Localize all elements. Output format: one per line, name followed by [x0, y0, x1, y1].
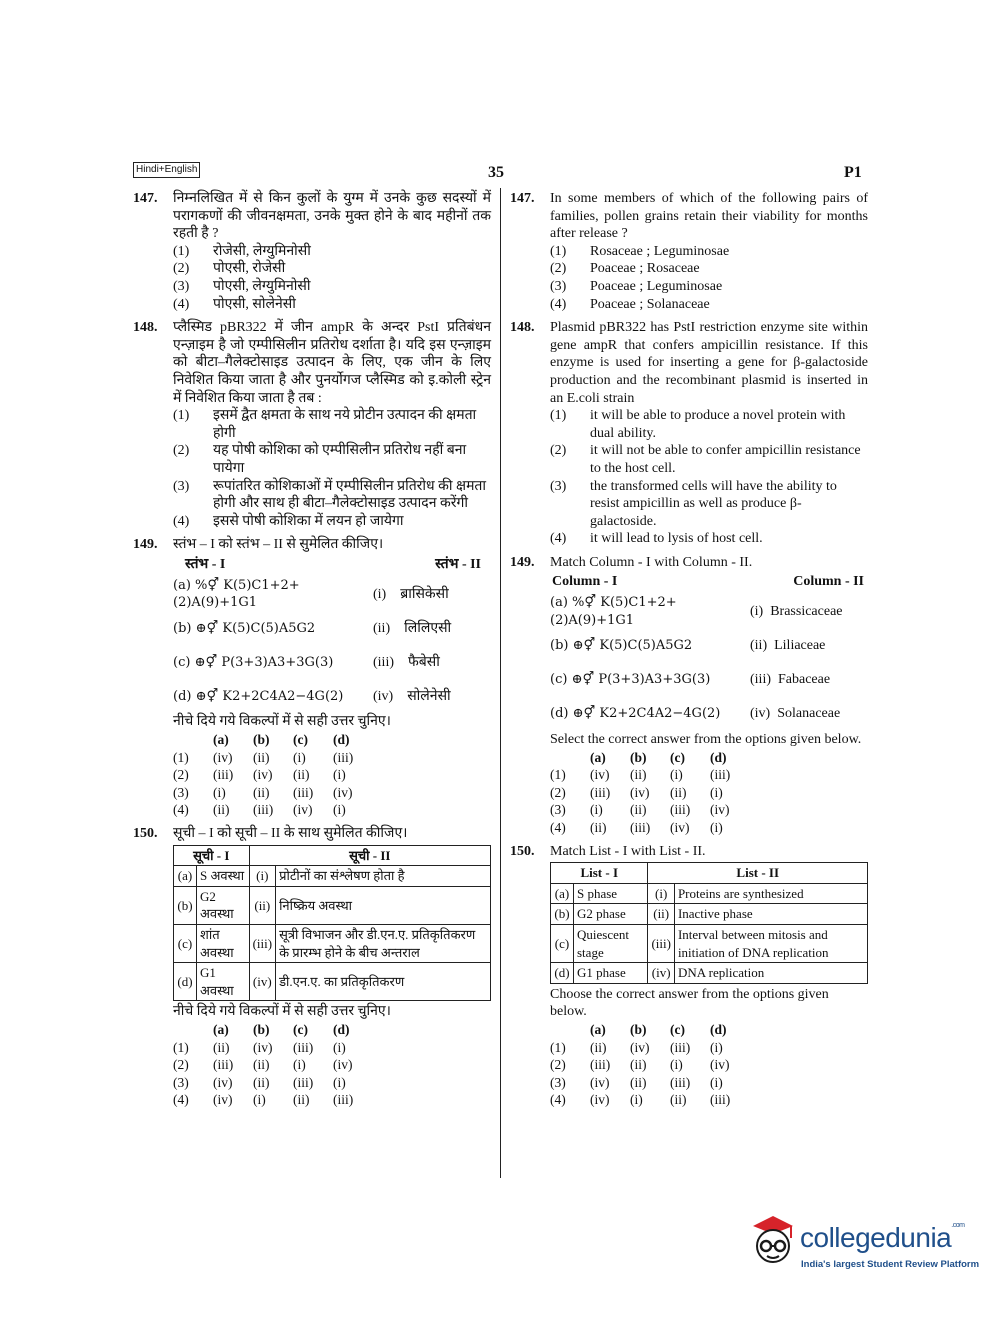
question-147-hi [133, 190, 491, 313]
answer-cell: (i) [710, 784, 723, 800]
option-text: Rosaceae ; Leguminosae [590, 243, 730, 259]
answer-cell: (ii) [630, 767, 647, 783]
family-name: ब्रासिकेसी [400, 586, 449, 602]
answer-cell: (i) [333, 1074, 346, 1090]
answer-cell: (i) [710, 1074, 723, 1090]
option-number: (3) [173, 478, 190, 494]
col-c: (c) [670, 749, 685, 765]
question-stem: स्तंभ – I को स्तंभ – II से सुमेलित कीजिए। [173, 537, 384, 553]
option [550, 296, 868, 314]
col-a: (a) [213, 1021, 229, 1037]
row-label: (c) [550, 672, 568, 688]
answer-cell: (ii) [630, 1074, 647, 1090]
answer-number: (2) [173, 1057, 189, 1073]
answer-cell: (i) [670, 767, 683, 783]
answer-grid-header [550, 1021, 868, 1039]
list-1-item: S अवस्था [197, 866, 250, 887]
row-label: (a) [550, 595, 568, 611]
option-text: पोएसी, लेग्युमिनोसी [213, 278, 311, 294]
option [173, 296, 491, 314]
answer-cell: (iv) [213, 1074, 233, 1090]
row-roman: (iv) [373, 688, 394, 704]
answer-number: (1) [173, 749, 189, 765]
question-number: 147. [133, 191, 158, 206]
answer-option [173, 801, 491, 819]
page-number: 35 [488, 164, 504, 181]
answer-number: (4) [173, 802, 189, 818]
answer-option [550, 766, 868, 784]
list-1-item: शांत अवस्था [197, 925, 250, 963]
floral-formula: ⊕⚥ K2+2C4A2−4G(2) [572, 706, 721, 722]
row-roman: (iv) [249, 963, 276, 1001]
list-1-item: Quiescent stage [574, 925, 648, 963]
row-label: (c) [173, 654, 191, 670]
option-text: इसमें द्वैत क्षमता के साथ नये प्रोटीन उत्पादन की क्षमता होगी [213, 408, 477, 441]
row-label: (b) [550, 638, 569, 654]
col-a: (a) [213, 732, 229, 748]
match-row [550, 595, 868, 629]
col-b: (b) [630, 1021, 647, 1037]
option-number: (2) [173, 443, 190, 459]
question-stem: निम्नलिखित में से किन कुलों के युग्म में उनके कुछ सदस्यों में परागकणों की जीवनक्षमता, उनके मुक्त होने के बाद महीनों तक रहती है ? [173, 191, 491, 242]
floral-formula: ⊕⚥ K2+2C4A2−4G(2) [195, 688, 344, 704]
col-a: (a) [590, 749, 606, 765]
list-2-item: Proteins are synthesized [674, 883, 867, 904]
list-2-item: DNA replication [674, 963, 867, 984]
answer-number: (2) [550, 1057, 566, 1073]
row-roman: (i) [750, 604, 764, 620]
family-name: लिलिएसी [404, 620, 452, 636]
answer-cell: (i) [670, 1057, 683, 1073]
answer-cell: (iii) [333, 1092, 354, 1108]
answer-option [173, 784, 491, 802]
option-text: पोएसी, सोलेनेसी [213, 296, 296, 312]
option [550, 278, 868, 296]
answer-cell: (iv) [293, 802, 313, 818]
answer-cell: (iii) [213, 767, 234, 783]
answer-number: (4) [550, 1092, 566, 1108]
answer-cell: (iii) [630, 820, 651, 836]
question-stem: Match Column - I with Column - II. [550, 554, 753, 570]
list-2-item: Inactive phase [674, 904, 867, 925]
answer-option [550, 1091, 868, 1109]
answer-cell: (iv) [710, 1057, 730, 1073]
option [550, 243, 868, 261]
match-row [173, 611, 491, 645]
paper-code: P1 [844, 164, 862, 181]
family-name: Liliaceae [774, 638, 826, 654]
option-number: (4) [550, 531, 567, 547]
option [173, 513, 491, 531]
answer-cell: (iii) [590, 784, 611, 800]
option-number: (3) [173, 278, 190, 294]
answer-cell: (iv) [590, 1092, 610, 1108]
answer-grid-header [173, 1021, 491, 1039]
match-row [550, 629, 868, 663]
english-column [510, 190, 868, 1115]
question-stem: प्लैस्मिड pBR322 में जीन ampR के अन्दर PstI प्रतिबंधन एन्ज़ाइम है जो एम्पीसिलीन प्रतिरोध दर्शाता है। यदि इस एन्ज़ाइम को बीटा–गैलेक्टोसाइड उत्पादन के लिए, एक जीन के लिए निवेशित किया जाता है और पुनर्योगज प्लैस्मिड को इ.कोली स्ट्रेन में निवेशित किया जाता है तब : [173, 320, 491, 406]
option-text: Poaceae ; Solanaceae [590, 296, 710, 312]
answer-cell: (iv) [630, 784, 650, 800]
answer-number: (3) [550, 1074, 566, 1090]
col-c: (c) [293, 1021, 308, 1037]
list-1-item: G1 अवस्था [197, 963, 250, 1001]
list-1-item: G2 phase [574, 904, 648, 925]
option [550, 260, 868, 278]
question-stem: In some members of which of the following pairs of families, pollen grains retain their viability for months after release ? [550, 191, 868, 242]
match-row [550, 697, 868, 731]
col-d: (d) [710, 749, 727, 765]
row-label: (c) [174, 925, 197, 963]
question-147-en [510, 190, 868, 313]
option-number: (4) [173, 513, 190, 529]
language-tag: Hindi+English [133, 162, 200, 178]
question-number: 150. [133, 826, 158, 842]
option-number: (2) [173, 261, 190, 277]
option [550, 442, 868, 477]
list-2-item: सूत्री विभाजन और डी.एन.ए. प्रतिकृतिकरण के प्रारम्भ होने के बीच अन्तराल [276, 925, 491, 963]
row-label: (d) [174, 963, 197, 1001]
option [550, 407, 868, 442]
list-1-item: G1 phase [574, 963, 648, 984]
logo-tagline: India's largest Student Review Platform [801, 1259, 980, 1270]
match-row [550, 663, 868, 697]
option-number: (1) [173, 408, 190, 424]
option-text: यह पोषी कोशिका को एम्पीसिलीन प्रतिरोध नहीं बना पायेगा [213, 443, 467, 476]
question-stem: सूची – I को सूची – II के साथ सुमेलित कीजिए। [173, 826, 408, 842]
answer-cell: (i) [333, 1039, 346, 1055]
row-label: (b) [174, 886, 197, 924]
family-name: सोलेनेसी [407, 688, 451, 704]
answer-number: (2) [550, 784, 566, 800]
answer-cell: (iii) [293, 1074, 314, 1090]
answer-cell: (i) [293, 749, 306, 765]
list-2-item: प्रोटीनों का संश्लेषण होता है [276, 866, 491, 887]
option-text: रोजेसी, लेग्युमिनोसी [213, 243, 311, 259]
instruction: नीचे दिये गये विकल्पों में से सही उत्तर चुनिए। [173, 1004, 391, 1020]
row-roman: (ii) [373, 620, 391, 636]
question-number: 148. [133, 320, 158, 336]
answer-cell: (iii) [710, 1092, 731, 1108]
family-name: Solanaceae [777, 706, 841, 722]
col-d: (d) [333, 732, 350, 748]
answer-cell: (iv) [213, 1092, 233, 1108]
option [173, 478, 491, 513]
answer-cell: (ii) [253, 1057, 270, 1073]
answer-cell: (iv) [590, 1074, 610, 1090]
column-divider [500, 188, 501, 1178]
answer-cell: (i) [253, 1092, 266, 1108]
match-table [173, 845, 491, 1002]
col-c: (c) [670, 1021, 685, 1037]
floral-formula: ⊕⚥ K(5)C(5)A5G2 [572, 638, 693, 654]
floral-formula: ⊕⚥ K(5)C(5)A5G2 [195, 620, 316, 636]
answer-option [173, 749, 491, 767]
option-text: it will not be able to confer ampicillin resistance to the host cell. [590, 443, 861, 476]
answer-grid-header [550, 749, 868, 767]
logo-suffix: .com [951, 1222, 965, 1229]
answer-option [173, 1074, 491, 1092]
match-header [550, 573, 868, 591]
question-150-en [510, 843, 868, 1109]
option [550, 530, 868, 548]
answer-cell: (ii) [630, 802, 647, 818]
answer-cell: (iv) [710, 802, 730, 818]
answer-cell: (iv) [333, 784, 353, 800]
row-label: (a) [173, 577, 191, 593]
question-number: 147. [510, 191, 535, 206]
col-a: (a) [590, 1021, 606, 1037]
row-label: (d) [550, 706, 569, 722]
answer-cell: (iii) [670, 1074, 691, 1090]
answer-cell: (iii) [710, 767, 731, 783]
question-stem: Match List - I with List - II. [550, 843, 706, 859]
answer-option [173, 1056, 491, 1074]
row-roman: (i) [373, 586, 387, 602]
hindi-column [133, 190, 491, 1115]
row-roman: (iv) [648, 963, 675, 984]
column-1-heading: Column - I [552, 574, 618, 590]
row-roman: (iv) [750, 706, 771, 722]
row-roman: (iii) [750, 672, 771, 688]
answer-cell: (i) [293, 1057, 306, 1073]
answer-option [550, 819, 868, 837]
row-roman: (iii) [648, 925, 675, 963]
answer-option [550, 784, 868, 802]
answer-cell: (i) [710, 1039, 723, 1055]
col-d: (d) [710, 1021, 727, 1037]
instruction: नीचे दिये गये विकल्पों में से सही उत्तर चुनिए। [173, 714, 391, 730]
floral-formula: %⚥ K(5)C1+2+(2)A(9)+1G1 [550, 595, 677, 629]
answer-option [173, 766, 491, 784]
column-2-heading: स्तंभ - II [435, 556, 481, 572]
answer-cell: (i) [333, 802, 346, 818]
question-149-en [510, 554, 868, 837]
answer-cell: (iv) [253, 767, 273, 783]
answer-cell: (iii) [670, 1039, 691, 1055]
option-number: (2) [550, 443, 567, 459]
option-number: (3) [550, 478, 567, 494]
question-148-hi [133, 319, 491, 530]
answer-cell: (i) [710, 820, 723, 836]
row-roman: (ii) [750, 638, 768, 654]
option-number: (1) [550, 243, 567, 259]
row-roman: (iii) [249, 925, 276, 963]
answer-cell: (iii) [670, 802, 691, 818]
answer-cell: (iv) [333, 1057, 353, 1073]
family-name: Fabaceae [778, 672, 831, 688]
answer-option [550, 801, 868, 819]
answer-cell: (iii) [590, 1057, 611, 1073]
answer-cell: (ii) [253, 1074, 270, 1090]
answer-number: (1) [173, 1039, 189, 1055]
answer-number: (4) [173, 1092, 189, 1108]
row-label: (c) [551, 925, 574, 963]
option-number: (4) [550, 296, 567, 312]
family-name: Brassicaceae [770, 604, 843, 620]
option-text: पोएसी, रोजेसी [213, 261, 286, 277]
option-number: (2) [550, 261, 567, 277]
option-text: Poaceae ; Leguminosae [590, 278, 723, 294]
row-label: (a) [551, 883, 574, 904]
floral-formula: ⊕⚥ P(3+3)A3+3G(3) [194, 654, 334, 670]
answer-cell: (ii) [253, 749, 270, 765]
match-row [173, 679, 491, 713]
row-label: (a) [174, 866, 197, 887]
answer-cell: (ii) [293, 1092, 310, 1108]
match-row [173, 645, 491, 679]
answer-cell: (iii) [253, 802, 274, 818]
question-number: 148. [510, 320, 535, 336]
question-stem: Plasmid pBR322 has PstI restriction enzyme site within gene ampR that confers ampicillin resistance. If this enzyme is used for inserting a gene for β-galactoside production and the recombinant plasmid is inserted in an E.coli strain [550, 320, 868, 406]
answer-option [173, 1039, 491, 1057]
column-2-heading: Column - II [793, 574, 864, 590]
col-c: (c) [293, 732, 308, 748]
row-roman: (ii) [249, 886, 276, 924]
answer-option [550, 1074, 868, 1092]
answer-number: (3) [173, 784, 189, 800]
col-b: (b) [253, 732, 270, 748]
answer-option [173, 1091, 491, 1109]
row-label: (b) [173, 620, 192, 636]
floral-formula: ⊕⚥ P(3+3)A3+3G(3) [571, 672, 711, 688]
question-number: 150. [510, 843, 535, 859]
option [173, 243, 491, 261]
answer-cell: (ii) [293, 767, 310, 783]
answer-cell: (i) [590, 802, 603, 818]
option-text: it will lead to lysis of host cell. [590, 531, 763, 547]
list-1-item: G2 अवस्था [197, 886, 250, 924]
answer-cell: (ii) [590, 820, 607, 836]
option-text: Poaceae ; Rosaceae [590, 261, 700, 277]
answer-cell: (iv) [670, 820, 690, 836]
answer-cell: (iv) [590, 767, 610, 783]
row-label: (b) [551, 904, 574, 925]
answer-cell: (iv) [630, 1039, 650, 1055]
instruction: Choose the correct answer from the options given below. [550, 986, 829, 1020]
answer-cell: (i) [630, 1092, 643, 1108]
list-2-item: निष्क्रिय अवस्था [276, 886, 491, 924]
answer-cell: (iii) [213, 1057, 234, 1073]
option [173, 278, 491, 296]
option-number: (1) [550, 408, 567, 424]
row-roman: (i) [648, 883, 675, 904]
option [173, 407, 491, 442]
option-text: it will be able to produce a novel protein with dual ability. [590, 408, 846, 441]
logo-wordmark[interactable] [800, 1222, 964, 1254]
answer-cell: (ii) [590, 1039, 607, 1055]
answer-grid-header [173, 731, 491, 749]
match-header [173, 556, 491, 574]
row-roman: (i) [249, 866, 276, 887]
answer-cell: (iii) [293, 1039, 314, 1055]
answer-cell: (i) [333, 767, 346, 783]
answer-cell: (ii) [213, 1039, 230, 1055]
col-b: (b) [253, 1021, 270, 1037]
option [173, 260, 491, 278]
list-2-heading: सूची - II [249, 845, 490, 866]
answer-number: (2) [173, 767, 189, 783]
answer-cell: (i) [213, 784, 226, 800]
answer-cell: (iv) [253, 1039, 273, 1055]
row-label: (d) [173, 688, 192, 704]
answer-number: (1) [550, 767, 566, 783]
list-1-heading: सूची - I [174, 845, 250, 866]
match-row [173, 577, 491, 611]
answer-number: (3) [173, 1074, 189, 1090]
list-2-heading: List - II [648, 863, 868, 884]
answer-cell: (ii) [670, 1092, 687, 1108]
family-name: फैबेसी [408, 654, 440, 670]
answer-cell: (iii) [333, 749, 354, 765]
answer-number: (3) [550, 802, 566, 818]
row-label: (d) [551, 963, 574, 984]
question-149-hi [133, 536, 491, 819]
answer-option [550, 1056, 868, 1074]
row-roman: (iii) [373, 654, 394, 670]
option [173, 442, 491, 477]
col-d: (d) [333, 1021, 350, 1037]
answer-number: (1) [550, 1039, 566, 1055]
col-b: (b) [630, 749, 647, 765]
option-number: (1) [173, 243, 190, 259]
row-roman: (ii) [648, 904, 675, 925]
match-table [550, 862, 868, 984]
list-2-item: Interval between mitosis and initiation of DNA replication [674, 925, 867, 963]
answer-cell: (ii) [253, 784, 270, 800]
answer-cell: (ii) [213, 802, 230, 818]
answer-option [550, 1039, 868, 1057]
question-148-en [510, 319, 868, 548]
question-number: 149. [510, 554, 535, 570]
option-number: (4) [173, 296, 190, 312]
logo-name: collegedunia [800, 1222, 952, 1253]
list-1-heading: List - I [551, 863, 648, 884]
answer-number: (4) [550, 820, 566, 836]
answer-cell: (ii) [670, 784, 687, 800]
option [550, 478, 868, 531]
option-text: the transformed cells will have the ability to resist ampicillin as well as produce β-galactoside. [590, 478, 837, 529]
question-150-hi [133, 825, 491, 1109]
instruction: Select the correct answer from the options given below. [550, 732, 862, 748]
option-number: (3) [550, 278, 567, 294]
list-1-item: S phase [574, 883, 648, 904]
column-1-heading: स्तंभ - I [185, 556, 226, 572]
list-2-item: डी.एन.ए. का प्रतिकृतिकरण [276, 963, 491, 1001]
answer-cell: (iv) [213, 749, 233, 765]
answer-cell: (iii) [293, 784, 314, 800]
answer-cell: (ii) [630, 1057, 647, 1073]
question-number: 149. [133, 537, 158, 553]
option-text: रूपांतरित कोशिकाओं में एम्पीसिलीन प्रतिरोध की क्षमता होगी और साथ ही बीटा–गैलेक्टोसाइड उत्पादन करेंगी [213, 478, 487, 512]
floral-formula: %⚥ K(5)C1+2+(2)A(9)+1G1 [173, 577, 300, 611]
option-text: इससे पोषी कोशिका में लयन हो जायेगा [213, 513, 404, 529]
